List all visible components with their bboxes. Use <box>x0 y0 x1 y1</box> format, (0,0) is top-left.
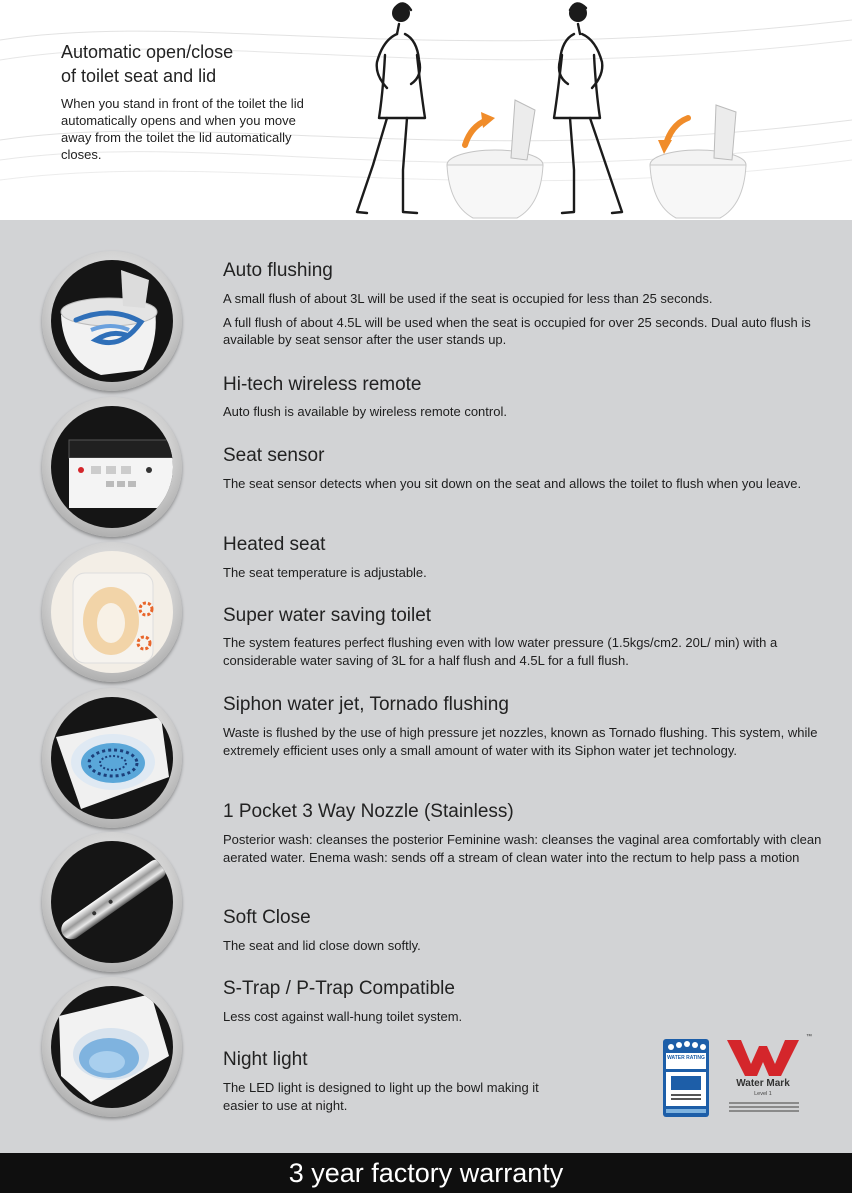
feature-text-seat-sensor <box>223 475 823 493</box>
feature-paragraph: The LED light is designed to light up the bowl making it easier to use at night. <box>223 1080 539 1113</box>
walking-woman-figure <box>554 3 622 213</box>
feature-heading-trap-compatible: S-Trap / P-Trap Compatible <box>223 978 455 999</box>
feature-heading-auto-flushing: Auto flushing <box>223 260 333 281</box>
water-rating-logo <box>663 1039 711 1117</box>
feature-heading-seat-sensor: Seat sensor <box>223 445 325 466</box>
water-rating-label: WATER RATING <box>667 1055 705 1061</box>
feature-heading-water-saving: Super water saving toilet <box>223 605 432 626</box>
auto-flush-bowl-image <box>42 251 182 391</box>
feature-text-water-saving <box>223 634 823 669</box>
feature-paragraph: The seat temperature is adjustable. <box>223 565 427 580</box>
lid-opening-illustration <box>345 0 545 220</box>
standing-woman-figure <box>357 3 425 213</box>
feature-heading-nozzle: 1 Pocket 3 Way Nozzle (Stainless) <box>223 801 514 822</box>
feature-heading-tornado-flushing: Siphon water jet, Tornado flushing <box>223 694 509 715</box>
feature-heading-soft-close: Soft Close <box>223 907 311 928</box>
feature-heading-night-light: Night light <box>223 1049 308 1070</box>
watermark-fine-print <box>725 1100 803 1114</box>
feature-text-wireless-remote <box>223 403 823 421</box>
banner-description: When you stand in front of the toilet the lid automatically opens and when you move away from the toilet the lid automatically closes. <box>61 96 304 162</box>
feature-heading-wireless-remote: Hi-tech wireless remote <box>223 374 422 395</box>
tornado-flush-bowl-image <box>42 688 182 828</box>
feature-paragraph: Waste is flushed by the use of high pressure jet nozzles, known as Tornado flushing. This system, while extremely efficient uses only a small amount of water with its Siphon water jet technology. <box>223 725 818 758</box>
warranty-footer-text: 3 year factory warranty <box>288 1158 564 1188</box>
night-light-bowl-image <box>42 977 182 1117</box>
watermark-logo: ™ Water Mark Level 1 <box>723 1034 813 1124</box>
feature-text-soft-close <box>223 937 823 955</box>
lid-closing-illustration <box>548 0 748 220</box>
watermark-title: Water Mark <box>736 1078 790 1089</box>
feature-paragraph: Posterior wash: cleanses the posterior Feminine wash: cleanses the vaginal area comfortably with clean aerated water. Enema wash: sends off a stream of clean water into the rectum to help pass a motion <box>223 832 822 865</box>
feature-heading-heated-seat: Heated seat <box>223 534 326 555</box>
top-banner <box>0 0 852 220</box>
feature-text-night-light <box>223 1079 543 1114</box>
feature-paragraph: A small flush of about 3L will be used if the seat is occupied for less than 25 seconds. <box>223 291 713 306</box>
banner-title: Automatic open/close of toilet seat and lid <box>61 42 234 86</box>
feature-paragraph: The seat sensor detects when you sit down on the seat and allows the toilet to flush when you leave. <box>223 476 802 491</box>
watermark-w-icon <box>723 1034 803 1078</box>
feature-paragraph: A full flush of about 4.5L will be used when the seat is occupied for over 25 seconds. Dual auto flush is available by seat sensor after the user stands up. <box>223 314 811 347</box>
heated-seat-image <box>42 542 182 682</box>
feature-paragraph: The system features perfect flushing even with low water pressure (1.5kgs/cm2. 20L/ min) with a considerable water saving of 3L for a half flush and 4.5L for a full flush. <box>223 635 778 668</box>
wireless-remote-image <box>42 397 182 537</box>
feature-paragraph: The seat and lid close down softly. <box>223 938 421 953</box>
watermark-level: Level 1 <box>754 1091 772 1097</box>
feature-text-trap-compatible <box>223 1008 823 1026</box>
toilet-illustration <box>447 100 543 218</box>
stainless-nozzle-image <box>42 832 182 972</box>
feature-text-tornado-flushing <box>223 724 823 759</box>
feature-text-heated-seat <box>223 564 823 582</box>
feature-text-auto-flushing <box>223 290 823 349</box>
feature-paragraph: Less cost against wall-hung toilet system. <box>223 1009 463 1024</box>
toilet-illustration <box>650 105 746 218</box>
feature-text-nozzle <box>223 831 823 866</box>
feature-paragraph: Auto flush is available by wireless remote control. <box>223 404 507 419</box>
